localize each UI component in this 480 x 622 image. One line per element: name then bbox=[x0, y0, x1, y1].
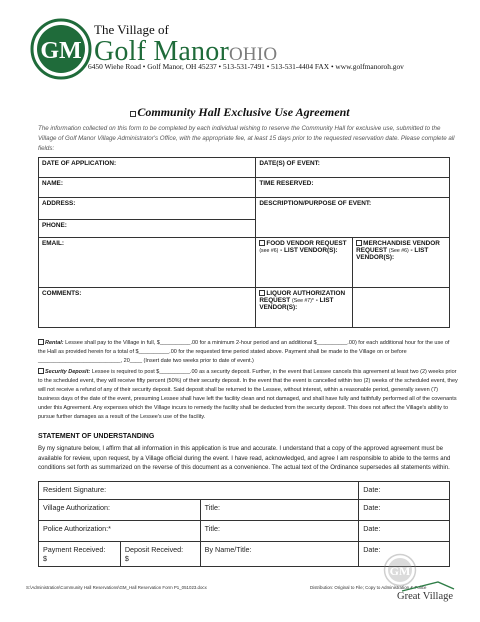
village-of-label: The Village of bbox=[94, 22, 169, 37]
dates-of-event-field[interactable]: DATE(S) OF EVENT: bbox=[256, 158, 450, 178]
form-title bbox=[0, 105, 480, 120]
logo-letters: GM bbox=[40, 38, 82, 64]
received-date-field[interactable]: Date: bbox=[359, 542, 450, 567]
food-vendor-request-field[interactable] bbox=[256, 238, 353, 288]
merch-vendor-list: - LIST VENDOR(S): bbox=[356, 247, 429, 261]
resident-date-field[interactable]: Date: bbox=[359, 482, 450, 500]
title-checkbox[interactable] bbox=[130, 111, 136, 117]
liquor-checkbox[interactable] bbox=[259, 290, 265, 296]
liquor-authorization-field[interactable] bbox=[256, 288, 353, 328]
form-title-text: Community Hall Exclusive Use Agreement bbox=[137, 105, 350, 119]
resident-signature-field[interactable]: Resident Signature: bbox=[39, 482, 359, 500]
payment-received-field[interactable] bbox=[39, 542, 121, 567]
village-logo bbox=[30, 18, 92, 80]
police-date-field[interactable]: Date: bbox=[359, 521, 450, 542]
rental-paragraph bbox=[38, 339, 458, 366]
footer-file-path: S:\Administration\Community Hall Reservations\GM_Hall Reservation Form P1_051023.docx bbox=[26, 585, 207, 590]
food-vendor-label: FOOD VENDOR REQUEST bbox=[266, 240, 347, 247]
description-field[interactable]: DESCRIPTION/PURPOSE OF EVENT: bbox=[256, 198, 450, 238]
food-vendor-list: - LIST VENDOR(S): bbox=[280, 247, 338, 254]
rental-label: Rental: bbox=[45, 340, 64, 346]
police-authorization-field[interactable]: Police Authorization:* bbox=[39, 521, 201, 542]
food-vendor-checkbox[interactable] bbox=[259, 240, 265, 246]
phone-field[interactable]: PHONE: bbox=[39, 220, 256, 238]
village-authorization-field[interactable]: Village Authorization: bbox=[39, 500, 201, 521]
date-of-application-field[interactable]: DATE OF APPLICATION: bbox=[39, 158, 256, 178]
name-field[interactable]: NAME: bbox=[39, 178, 256, 198]
merchandise-vendor-request-field[interactable] bbox=[353, 238, 450, 288]
merchandise-vendor-checkbox[interactable] bbox=[356, 240, 362, 246]
deposit-received-label: Deposit Received: bbox=[124, 545, 184, 554]
liquor-list: - LIST VENDOR(S): bbox=[259, 297, 334, 311]
food-vendor-note: (see #6) bbox=[259, 248, 279, 254]
liquor-label: LIQUOR AUTHORIZATION REQUEST bbox=[259, 290, 346, 304]
state-name: OHIO bbox=[228, 44, 278, 65]
deposit-paragraph bbox=[38, 368, 458, 422]
deposit-label: Security Deposit: bbox=[45, 369, 91, 375]
merch-vendor-note: (See #6) bbox=[388, 248, 409, 254]
form-intro: The information collected on this form to be completed by each individual wishing to reserve the Community Hall for exclusive use, submitted to the Village of Golf Manor Village Administrator's Office, with the appropriate fee, at least 15 days prior to the requested reservation date. Please complete all fields: bbox=[38, 125, 455, 152]
village-date-field[interactable]: Date: bbox=[359, 500, 450, 521]
statement-heading: STATEMENT OF UNDERSTANDING bbox=[38, 433, 155, 440]
statement-text: By my signature below, I affirm that all information in this application is true and accurate. I understand that a copy of the approved agreement must be available for review, upon request, by a Village official during the event. I have read, acknowledged, and agree I am responsible to abide to the terms and conditions set forth as summarized on the reverse of this document as a convenience. The actual text of the Ordinance supersedes all statements within. bbox=[38, 445, 451, 472]
time-reserved-field[interactable]: TIME RESERVED: bbox=[256, 178, 450, 198]
deposit-text: Lessee is required to post $__________.00 as a security deposit. Further, in the event that Lessee cancels this agreement at least two (2) weeks prior to the scheduled event, they will receive fifty percent (50%) of their security deposit. In the event that the event is cancelled within two (2) weeks of the scheduled event, they will not receive a refund of any of their security deposit. Said deposit shall be returned to the Lessee, without interest, within a reasonable period, generally seven (7) business days of the date of the event, presuming Lessee shall have left the facility clean and not damaged, and shall have fully and faithfully performed all of the covenants under this Agreement. Any expenses which the Village incurs to remedy the facility shall be deducted from the security deposit. This does not affect the Village's ability to pursue further damages as a result of the Lessee's use of the facility. bbox=[38, 369, 458, 420]
email-field[interactable]: EMAIL: bbox=[39, 238, 256, 288]
rental-checkbox[interactable] bbox=[38, 339, 44, 345]
merch-vendor-label: MERCHANDISE VENDOR REQUEST bbox=[356, 240, 440, 254]
liquor-note: (See #7)* bbox=[292, 298, 314, 304]
great-village-tagline: Great Village bbox=[397, 591, 454, 602]
deposit-received-field[interactable] bbox=[120, 542, 200, 567]
deposit-dollar: $ bbox=[124, 554, 129, 563]
by-name-title-field[interactable]: By Name/Title: bbox=[200, 542, 359, 567]
footer-distribution: Distribution: Original to File; Copy to Administration & Police bbox=[310, 585, 427, 590]
address-field[interactable]: ADDRESS: bbox=[39, 198, 256, 220]
payment-dollar: $ bbox=[43, 554, 47, 563]
empty-cell bbox=[353, 288, 450, 328]
deposit-checkbox[interactable] bbox=[38, 368, 44, 374]
village-name-text: Golf Manor bbox=[94, 36, 229, 67]
contact-line: 6450 Wiehe Road • Golf Manor, OH 45237 • 513-531-7491 • 513-531-4404 FAX • www.golfmanoroh.gov bbox=[88, 62, 404, 71]
application-table bbox=[38, 157, 450, 328]
seal-letters: GM bbox=[389, 564, 411, 578]
comments-field[interactable]: COMMENTS: bbox=[39, 288, 256, 328]
payment-received-label: Payment Received: bbox=[43, 545, 106, 554]
rental-text: Lessee shall pay to the Village in full, $__________.00 for a minimum 2-hour period and an additional $__________.00) for each additional hour for the use of the Hall as provided herein for a total of $__________.00 for the requested time period stated above. Payment shall be made to the Village on or before ___________________________, 20____ (Insert date two weeks prior to date of event.) bbox=[38, 340, 450, 364]
village-title-field[interactable]: Title: bbox=[200, 500, 359, 521]
police-title-field[interactable]: Title: bbox=[200, 521, 359, 542]
